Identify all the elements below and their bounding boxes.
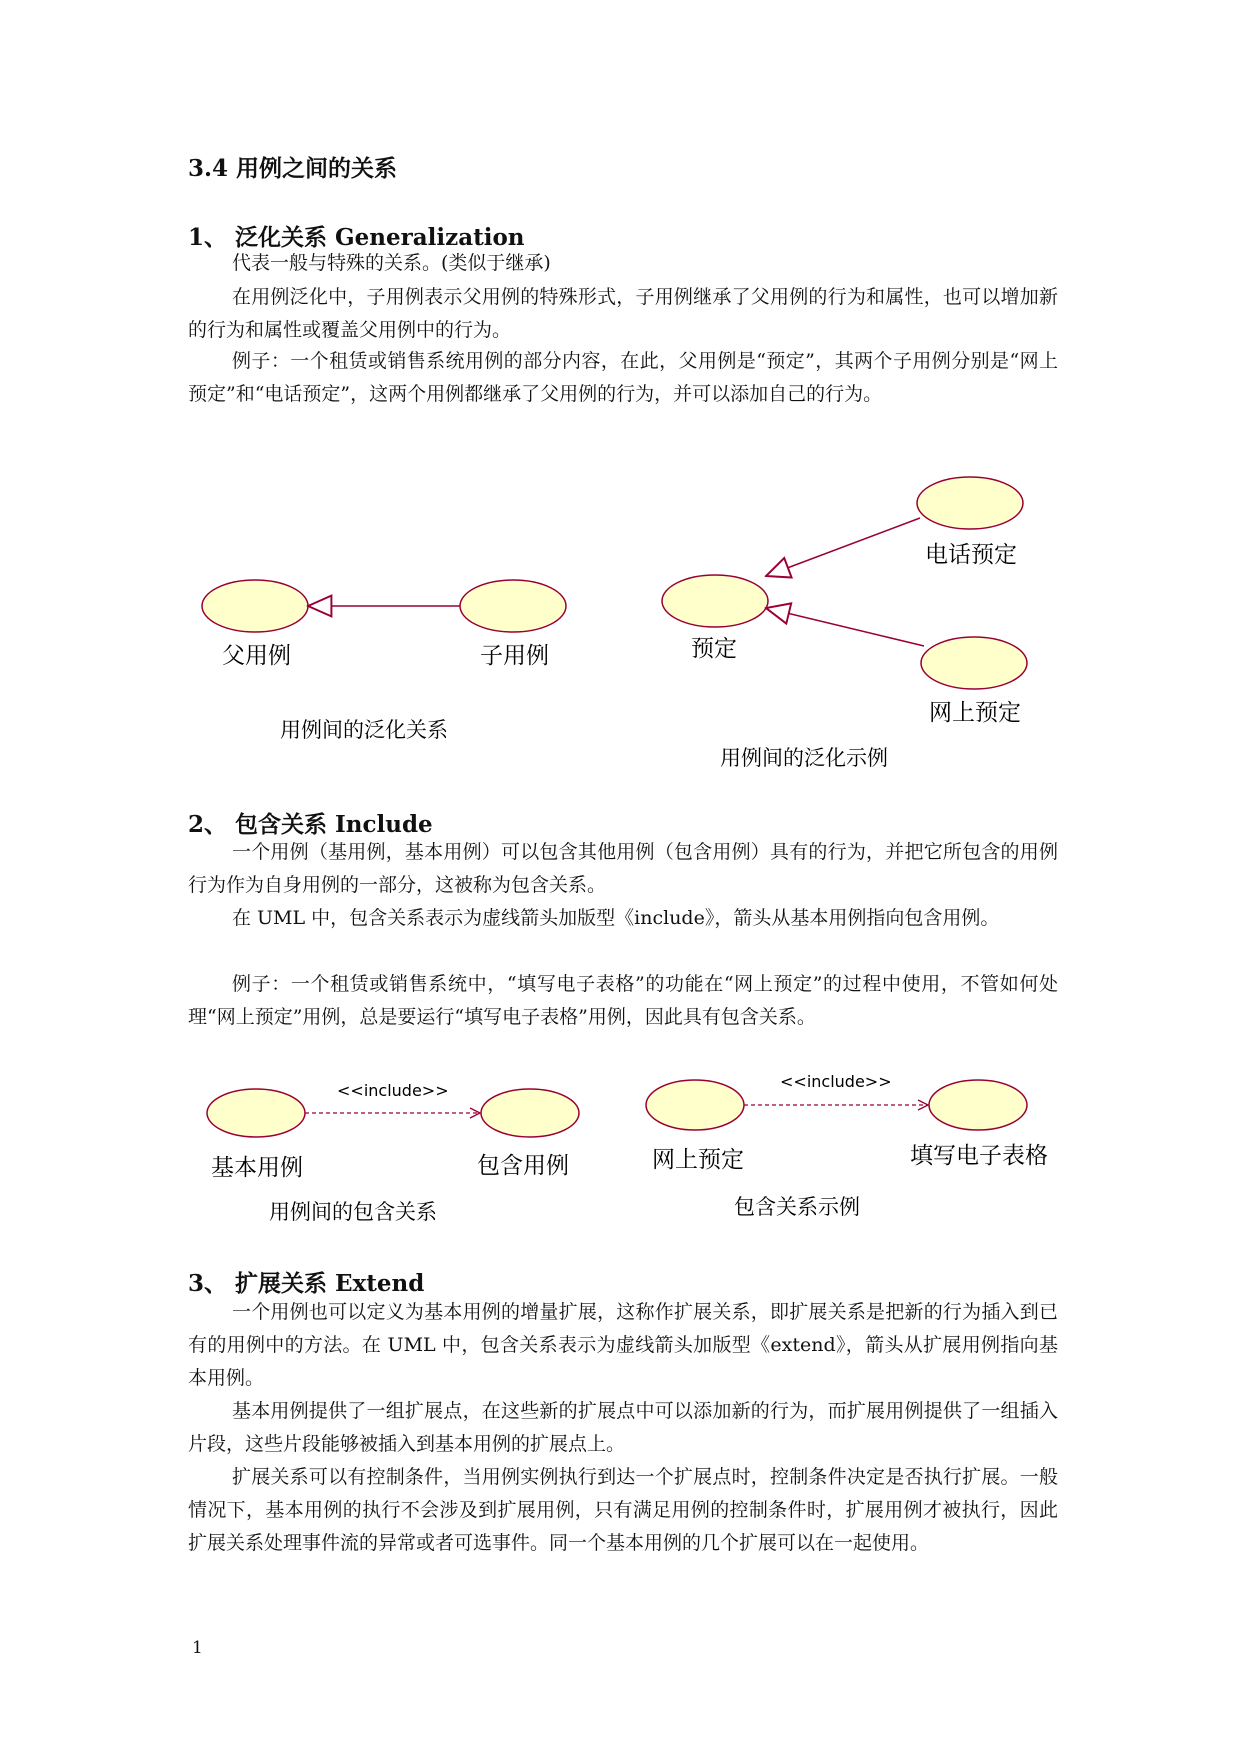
include-stereotype: <<include>> bbox=[337, 1081, 449, 1100]
section-heading-include: 2、 包含关系 Include bbox=[188, 811, 433, 838]
paragraph: 一个用例（基用例，基本用例）可以包含其他用例（包含用例）具有的行为，并把它所包含的用例行为作为自身用例的一部分，这被称为包含关系。 bbox=[188, 841, 1058, 896]
section-heading-extend: 3、 扩展关系 Extend bbox=[188, 1270, 425, 1297]
paragraph: 扩展关系可以有控制条件，当用例实例执行到达一个扩展点时，控制条件决定是否执行扩展。一般情况下，基本用例的执行不会涉及到扩展用例，只有满足用例的控制条件时，扩展用例才被执行，因此扩展关系处理事件流的异常或者可选事件。同一个基本用例的几个扩展可以在一起使用。 bbox=[188, 1466, 1058, 1554]
generalization-diagram bbox=[195, 560, 595, 760]
parent-usecase-label: 父用例 bbox=[222, 643, 291, 669]
page-title: 3.4 用例之间的关系 bbox=[188, 155, 398, 182]
online-booking-ellipse bbox=[921, 637, 1027, 689]
base-usecase-ellipse bbox=[207, 1089, 305, 1137]
paragraph: 例子：一个租赁或销售系统用例的部分内容，在此，父用例是“预定”，其两个子用例分别是“网上预定”和“电话预定”，这两个用例都继承了父用例的行为，并可以添加自己的行为。 bbox=[188, 350, 1058, 405]
paragraph: 例子：一个租赁或销售系统中，“填写电子表格”的功能在“网上预定”的过程中使用，不管如何处理“网上预定”用例，总是要运行“填写电子表格”用例，因此具有包含关系。 bbox=[188, 973, 1058, 1028]
generalization-example-diagram bbox=[655, 470, 1055, 780]
include-caption: 用例间的包含关系 bbox=[269, 1200, 437, 1224]
online-booking-label: 网上预定 bbox=[652, 1147, 744, 1173]
phone-booking-ellipse bbox=[917, 477, 1023, 529]
generalization-arrow-phone bbox=[766, 518, 920, 576]
included-usecase-label: 包含用例 bbox=[477, 1153, 569, 1179]
child-usecase-label: 子用例 bbox=[480, 643, 549, 669]
generalization-arrow-online bbox=[766, 608, 924, 646]
include-stereotype: <<include>> bbox=[780, 1072, 892, 1091]
online-booking-label: 网上预定 bbox=[929, 700, 1021, 726]
paragraph: 在用例泛化中，子用例表示父用例的特殊形式，子用例继承了父用例的行为和属性，也可以增加新的行为和属性或覆盖父用例中的行为。 bbox=[188, 286, 1058, 341]
section-heading-generalization: 1、 泛化关系 Generalization bbox=[188, 224, 525, 251]
fill-form-label: 填写电子表格 bbox=[910, 1143, 1048, 1169]
child-usecase-ellipse bbox=[460, 580, 566, 632]
parent-usecase-ellipse bbox=[202, 580, 308, 632]
phone-booking-label: 电话预定 bbox=[925, 542, 1017, 568]
paragraph: 在 UML 中，包含关系表示为虚线箭头加版型《include》，箭头从基本用例指向包含用例。 bbox=[232, 907, 1000, 929]
included-usecase-ellipse bbox=[481, 1089, 579, 1137]
booking-ellipse bbox=[662, 575, 768, 627]
include-example-caption: 包含关系示例 bbox=[734, 1195, 860, 1219]
include-example-diagram bbox=[640, 1060, 1060, 1220]
include-diagram bbox=[200, 1070, 600, 1230]
paragraph: 一个用例也可以定义为基本用例的增量扩展，这称作扩展关系，即扩展关系是把新的行为插入到已有的用例中的方法。在 UML 中，包含关系表示为虚线箭头加版型《extend》，箭头从扩展用例指向基本用例。 bbox=[188, 1301, 1058, 1389]
page-number: 1 bbox=[192, 1638, 203, 1658]
booking-label: 预定 bbox=[691, 636, 737, 662]
generalization-caption: 用例间的泛化关系 bbox=[280, 718, 448, 742]
online-booking-ellipse bbox=[646, 1080, 744, 1130]
generalization-example-caption: 用例间的泛化示例 bbox=[720, 746, 888, 770]
paragraph: 基本用例提供了一组扩展点，在这些新的扩展点中可以添加新的行为，而扩展用例提供了一组插入片段，这些片段能够被插入到基本用例的扩展点上。 bbox=[188, 1400, 1058, 1455]
base-usecase-label: 基本用例 bbox=[211, 1155, 303, 1181]
fill-form-ellipse bbox=[929, 1080, 1027, 1130]
paragraph: 代表一般与特殊的关系。(类似于继承) bbox=[232, 252, 551, 274]
